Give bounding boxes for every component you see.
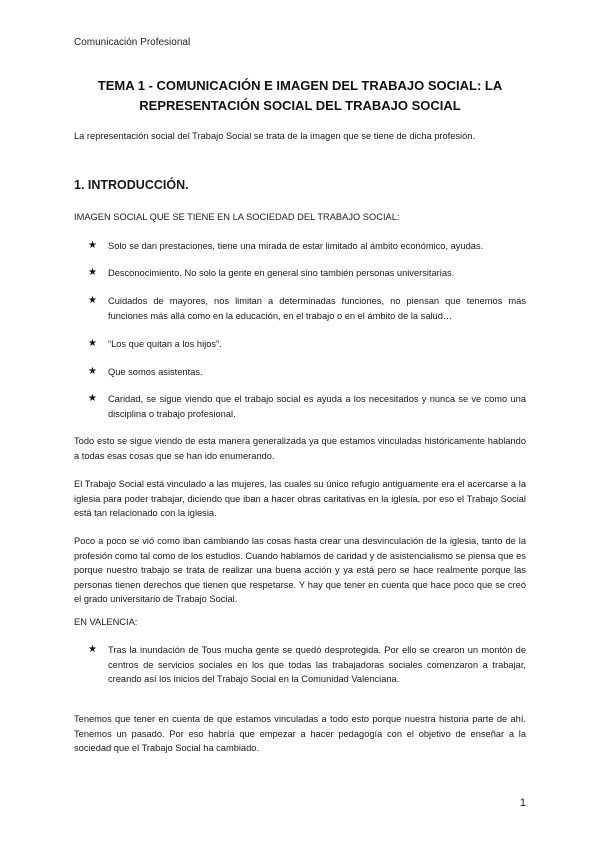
bullet-list-image: [74, 365, 526, 380]
bullet-list-image: [74, 294, 526, 323]
title-line-1: TEMA 1 - COMUNICACIÓN E IMAGEN DEL TRABAJO SOCIAL: LA: [97, 78, 503, 93]
intro-paragraph: La representación social del Trabajo Social se trata de la imagen que se tiene de dicha profesión.: [74, 131, 476, 141]
list-item-text: Desconocimiento. No solo la gente en general sino también personas universitarias.: [108, 268, 455, 278]
list-item: [74, 294, 526, 323]
bullet-list-image: [74, 266, 526, 281]
star-icon: ★: [88, 644, 97, 655]
bullet-list-image: [74, 239, 526, 254]
body-paragraph: El Trabajo Social está vinculado a las mujeres, las cuales su único refugio antiguamente era el acercarse a la iglesia para poder trabajar, diciendo que iban a hacer obras caritativas en la iglesia, por eso el Trabajo Social está tan relacionado con la iglesia.: [74, 479, 526, 518]
star-icon: ★: [88, 393, 97, 404]
body-paragraph: Poco a poco se vió como iban cambiando las cosas hasta crear una desvinculación de la iglesia, tanto de la profesión como tal como de los estudios. Cuando hablamos de caridad y de asistencialismo se piensa que es porque nuestro trabajo se trata de realizar una buena acción y ya está pero se hace realmente porque las personas tienen derechos que tienen que respetarse. Y hay que tener en cuenta que hace poco que se creó el grado universitario de Trabajo Social.: [74, 536, 526, 604]
list-item-text: Que somos asistentas.: [108, 367, 203, 377]
title-line-2: REPRESENTACIÓN SOCIAL DEL TRABAJO SOCIAL: [139, 98, 461, 113]
list-item-text: Tras la inundación de Tous mucha gente se quedó desprotegida. Por ello se crearon un montón de centros de servicios sociales en los que todas las trabajadoras sociales comenzaron a trabajar, creando así los inicios del Trabajo Social en la Comunidad Valenciana.: [108, 645, 526, 684]
list-item: [74, 239, 526, 254]
list-item: [74, 643, 526, 687]
list-item: [74, 266, 526, 281]
list-item: [74, 392, 526, 421]
star-icon: ★: [88, 240, 97, 251]
star-icon: ★: [88, 366, 97, 377]
section-heading: 1. INTRODUCCIÓN.: [74, 178, 189, 192]
bullet-list-valencia: [74, 643, 526, 687]
star-icon: ★: [88, 295, 97, 306]
list-item-text: Caridad, se sigue viendo que el trabajo social es ayuda a los necesitados y nunca se ve como una disciplina o trabajo profesional.: [108, 394, 526, 419]
bullet-list-image: [74, 337, 526, 352]
running-header: Comunicación Profesional: [74, 37, 191, 48]
list-item: [74, 365, 526, 380]
list-item-text: “Los que quitan a los hijos”.: [108, 339, 222, 349]
star-icon: ★: [88, 338, 97, 349]
body-paragraph: Todo esto se sigue viendo de esta manera generalizada ya que estamos vinculadas históricamente hablando a todas esas cosas que se han ido enumerando.: [74, 436, 526, 461]
page-number: 1: [519, 797, 526, 809]
valencia-label: EN VALENCIA:: [74, 617, 138, 627]
section-subheading: IMAGEN SOCIAL QUE SE TIENE EN LA SOCIEDAD DEL TRABAJO SOCIAL:: [74, 212, 400, 222]
closing-paragraph: Tenemos que tener en cuenta de que estamos vinculadas a todo esto porque nuestra historia parte de ahí. Tenemos un pasado. Por eso habría que empezar a hacer pedagogía con el objetivo de enseñar a la sociedad que el Trabajo Social ha cambiado.: [74, 714, 526, 753]
list-item-text: Solo se dan prestaciones, tiene una mirada de estar limitado al ámbito económico, ayudas.: [108, 241, 484, 251]
bullet-list-image: [74, 392, 526, 421]
document-title: [74, 76, 526, 116]
list-item-text: Cuidados de mayores, nos limitan a determinadas funciones, no piensan que tenemos más funciones más allá como en la educación, en el trabajo o en el ámbito de la salud…: [108, 296, 526, 321]
list-item: [74, 337, 526, 352]
star-icon: ★: [88, 267, 97, 278]
